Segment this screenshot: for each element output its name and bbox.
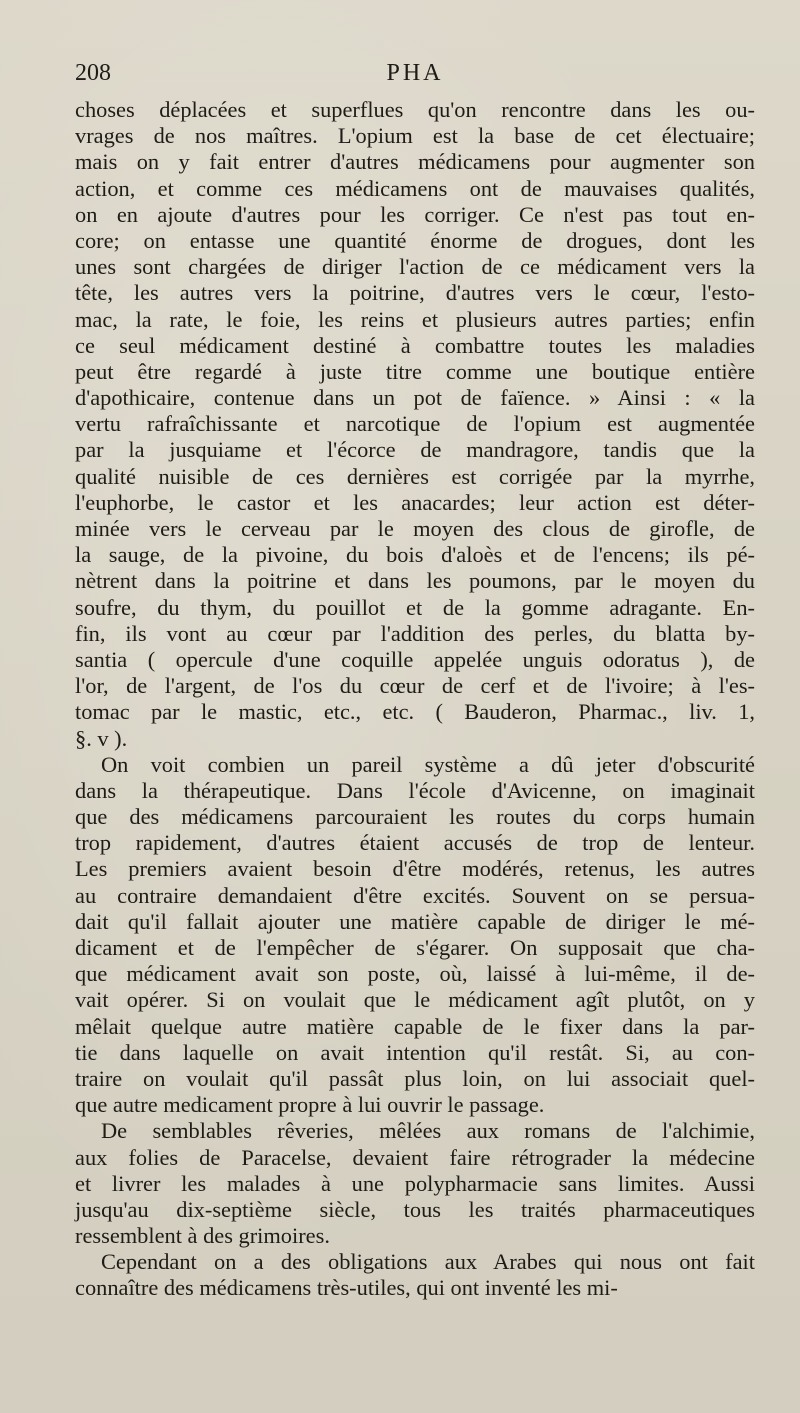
running-title: PHA	[386, 60, 444, 86]
text-line: ressemblent à des grimoires.	[75, 1223, 330, 1249]
text-line: tête, les autres vers la poitrine, d'autres vers le cœur, l'esto-	[75, 280, 755, 306]
text-line: dans la thérapeutique. Dans l'école d'Avicenne, on imaginait	[75, 777, 755, 803]
text-line: santia ( opercule d'une coquille appelée unguis odoratus ), de	[75, 646, 755, 672]
text-line: tie dans laquelle on avait intention qu'il restât. Si, au con-	[75, 1039, 755, 1065]
page-number: 208	[75, 60, 111, 86]
text-line: connaître des médicamens très-utiles, qui ont inventé les mi-	[75, 1275, 618, 1301]
text-line: que des médicamens parcouraient les routes du corps humain	[75, 804, 755, 830]
text-line: mêlait quelque autre matière capable de le fixer dans la par-	[75, 1013, 755, 1039]
paragraph	[75, 97, 755, 752]
text-line: aux folies de Paracelse, devaient faire rétrograder la médecine	[75, 1144, 755, 1170]
text-line: jusqu'au dix-septième siècle, tous les traités pharmaceutiques	[75, 1196, 755, 1222]
text-line: dait qu'il fallait ajouter une matière capable de diriger le mé-	[75, 908, 755, 934]
text-line: minée vers le cerveau par le moyen des clous de girofle, de	[75, 516, 755, 541]
text-line: d'apothicaire, contenue dans un pot de faïence. » Ainsi : « la	[75, 385, 755, 411]
text-line: l'euphorbe, le castor et les anacardes; leur action est déter-	[75, 489, 755, 515]
text-line: core; on entasse une quantité énorme de drogues, dont les	[75, 227, 755, 253]
paragraph	[75, 752, 755, 1119]
text-line: choses déplacées et superflues qu'on rencontre dans les ou-	[75, 97, 755, 122]
text-line: mais on y fait entrer d'autres médicamens pour augmenter son	[75, 149, 755, 175]
text-line: unes sont chargées de diriger l'action de ce médicament vers la	[75, 254, 755, 280]
text-line: action, et comme ces médicamens ont de mauvaises qualités,	[75, 175, 755, 201]
text-line: peut être regardé à juste titre comme une boutique entière	[75, 358, 755, 384]
text-line: De semblables rêveries, mêlées aux romans de l'alchimie,	[101, 1118, 755, 1144]
text-line: traire on voulait qu'il passât plus loin, on lui associait quel-	[75, 1065, 755, 1091]
text-line: §. v ).	[75, 725, 128, 751]
text-line: vrages de nos maîtres. L'opium est la base de cet électuaire;	[75, 123, 755, 149]
text-line: ce seul médicament destiné à combattre toutes les maladies	[75, 332, 755, 358]
text-line: soufre, du thym, du pouillot et de la gomme adragante. En-	[75, 594, 755, 620]
text-line: que médicament avait son poste, où, laissé à lui-même, il de-	[75, 961, 755, 987]
text-line: qualité nuisible de ces dernières est corrigée par la myrrhe,	[75, 463, 755, 489]
running-head	[75, 60, 755, 92]
text-line: Cependant on a des obligations aux Arabes qui nous ont fait	[101, 1249, 755, 1275]
paragraph	[75, 1249, 755, 1301]
text-line: fin, ils vont au cœur par l'addition des perles, du blatta by-	[75, 620, 755, 646]
paragraph	[75, 1118, 755, 1249]
text-line: dicament et de l'empêcher de s'égarer. On supposait que cha-	[75, 935, 755, 960]
text-line: l'or, de l'argent, de l'os du cœur de cerf et de l'ivoire; à l'es-	[75, 673, 755, 699]
text-line: nètrent dans la poitrine et dans les poumons, par le moyen du	[75, 568, 755, 594]
text-line: On voit combien un pareil système a dû jeter d'obscurité	[101, 751, 755, 777]
text-line: on en ajoute d'autres pour les corriger. Ce n'est pas tout en-	[75, 201, 755, 227]
text-line: au contraire demandaient d'être excités. Souvent on se persua-	[75, 882, 755, 908]
text-line: et livrer les malades à une polypharmacie sans limites. Aussi	[75, 1170, 755, 1196]
body-text	[75, 97, 755, 1302]
text-line: la sauge, de la pivoine, du bois d'aloès et de l'encens; ils pé-	[75, 542, 755, 568]
text-line: Les premiers avaient besoin d'être modérés, retenus, les autres	[75, 856, 755, 882]
text-line: que autre medicament propre à lui ouvrir le passage.	[75, 1092, 545, 1118]
text-line: mac, la rate, le foie, les reins et plusieurs autres parties; enfin	[75, 306, 755, 332]
text-line: trop rapidement, d'autres étaient accusés de trop de lenteur.	[75, 830, 755, 856]
text-line: vertu rafraîchissante et narcotique de l'opium est augmentée	[75, 411, 755, 437]
text-line: tomac par le mastic, etc., etc. ( Bauderon, Pharmac., liv. 1,	[75, 699, 755, 725]
text-line: vait opérer. Si on voulait que le médicament agît plutôt, on y	[75, 987, 755, 1013]
text-line: par la jusquiame et l'écorce de mandragore, tandis que la	[75, 437, 755, 463]
